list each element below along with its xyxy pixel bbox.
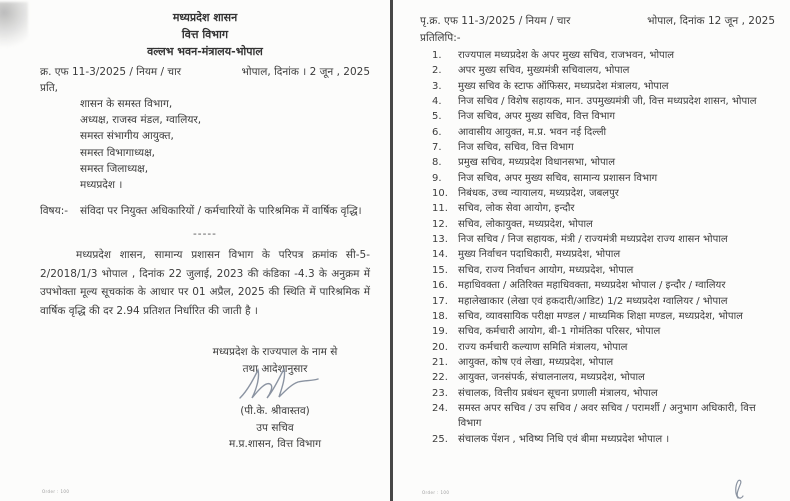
item-number: 17. [432,295,448,307]
copy-recipient-item [432,217,775,232]
item-number: 20. [432,341,448,353]
letterhead [40,9,370,60]
place-date: भोपाल, दिनांक । 2 जून , 2025 [241,66,370,78]
page-footer-code: Order : 100 [42,489,70,494]
item-number: 7. [432,142,442,154]
copy-recipient-item [432,432,775,447]
item-text: राज्य कर्मचारी कल्याण समिति मंत्रालय, भोपाल [458,341,628,353]
item-text: आवासीय आयुक्त, म.प्र. भवन नई दिल्ली [458,126,607,138]
item-text: महालेखाकार (लेखा एवं हकदारी/आडिट) 1/2 मध्यप्रदेश ग्वालियर / भोपाल [458,295,728,307]
item-text: समस्त अपर सचिव / उप सचिव / अवर सचिव / परामर्शी / अनुभाग अधिकारी, वित्त विभाग [458,402,756,430]
copy-recipient-item [432,201,775,216]
copy-recipient-item [432,48,775,63]
item-text: सचिव, व्यावसायिक परीक्षा मण्डल / माध्यमिक शिक्षा मण्डल, मध्यप्रदेश, भोपाल [458,310,743,322]
copy-recipient-list [420,48,775,447]
copy-recipient-item [432,94,775,109]
addressee-line: शासन के समस्त विभाग, [80,98,173,110]
item-number: 13. [432,234,448,246]
item-number: 25. [432,433,448,445]
copy-recipient-item [432,370,775,385]
signatory-name: (पी.के. श्रीवास्तव) [240,405,310,418]
copy-recipient-item [432,232,775,247]
item-text: सचिव, लोकायुक्त, मध्यप्रदेश, भोपाल [458,218,593,230]
department-name: वित्त विभाग [181,28,229,41]
page-footer-code: Order : 100 [422,490,450,495]
item-number: 5. [432,111,442,123]
copy-recipient-item [432,171,775,186]
item-text: अपर मुख्य सचिव, मुख्यमंत्री सचिवालय, भोपाल [458,65,630,77]
org-name: मध्यप्रदेश शासन [172,11,238,24]
copy-recipient-item [432,79,775,94]
copy-recipient-item [432,309,775,324]
item-text: निज सचिव / विशेष सहायक, मान. उपमुख्यमंत्री जी, वित्त मध्यप्रदेश शासन, भोपाल [458,96,757,108]
item-text: निज सचिव / निज सहायक, मंत्री / राज्यमंत्री मध्यप्रदेश राज्य शासन भोपाल [458,234,728,246]
copy-recipient-item [432,186,775,201]
signoff-line: मध्यप्रदेश के राज्यपाल के नाम से [212,346,338,359]
signatory-dept: म.प्र.शासन, वित्त विभाग [228,438,322,451]
copy-to-label: प्रतिलिपि:- [420,32,461,44]
item-number: 18. [432,310,448,322]
subject-text: संविदा पर नियुक्त अधिकारियों / कर्मचारियों के पारिश्रमिक में वार्षिक वृद्धि। [80,205,362,218]
copy-recipient-item [432,386,775,401]
item-text: आयुक्त, कोष एवं लेखा, मध्यप्रदेश, भोपाल [458,356,614,368]
item-number: 23. [432,387,448,399]
item-number: 16. [432,280,448,292]
letter-page [0,0,390,501]
copy-recipient-item [432,155,775,170]
item-text: निज सचिव, अपर मुख्य सचिव, वित्त विभाग [458,111,616,123]
item-number: 10. [432,188,448,200]
addressee-line: समस्त संभागीय आयुक्त, [80,130,174,143]
copy-recipient-item [432,109,775,124]
copy-recipient-item [432,401,775,432]
item-text: राज्यपाल मध्यप्रदेश के अपर मुख्य सचिव, राजभवन, भोपाल [458,50,675,61]
addressee-line: समस्त जिलाध्यक्ष, [80,162,149,175]
page-divider [390,0,393,501]
item-number: 15. [432,264,448,276]
signature-scribble-icon [234,364,320,406]
copy-recipient-item [432,263,775,278]
item-number: 14. [432,249,448,261]
item-text: संचालक पेंशन , भविष्य निधि एवं बीमा मध्यप्रदेश भोपाल । [458,433,670,445]
item-number: 9. [432,172,442,184]
item-number: 8. [432,157,442,169]
item-number: 11. [432,203,448,215]
item-number: 6. [432,126,442,138]
salutation: प्रति, [40,82,59,94]
copy-recipient-item [432,63,775,78]
item-number: 21. [432,356,448,368]
item-text: सचिव, कर्मचारी आयोग, बी-1 गोमंतिका परिसर, भोपाल [458,326,661,338]
copy-recipient-item [432,247,775,262]
signature-block [182,344,368,453]
reference-number: पृ.क्र. एफ 11-3/2025 / नियम / चार [420,15,571,27]
signatory-title: उप सचिव [256,421,294,434]
office-address: वल्लभ भवन-मंत्रालय-भोपाल [147,45,263,58]
item-text: मुख्य सचिव के स्टाफ ऑफिसर, मध्यप्रदेश मंत्रालय, भोपाल [458,80,669,92]
item-number: 2. [432,65,442,77]
addressee-line: मध्यप्रदेश । [80,179,123,192]
subject-label: विषय:- [40,205,69,218]
item-number: 22. [432,372,448,384]
item-text: निज सचिव, सचिव, वित्त विभाग [458,142,574,154]
item-number: 19. [432,326,448,338]
item-text: प्रमुख सचिव, मध्यप्रदेश विधानसभा, भोपाल [458,157,616,169]
addressee-line: अध्यक्ष, राजस्व मंडल, ग्वालियर, [80,114,202,127]
place-date: भोपाल, दिनांक 12 जून , 2025 [647,15,775,27]
copy-recipient-item [432,125,775,140]
body-paragraph: मध्यप्रदेश शासन, सामान्य प्रशासन विभाग के परिपत्र क्रमांक सी-5-2/2018/1/3 भोपाल , दिनांक 22 जुलाई, 2023 की कंडिका -4.3 के अनुक्रम में उपभोक्ता मूल्य सूचकांक के आधार पर 01 अप्रैल, 2025 की स्थिति में पारिश्रमिक में वार्षिक वृद्धि की दर 2.94 प्रतिशत निर्धारित की जाती है । [40,249,370,317]
addressee-line: समस्त विभागाध्यक्ष, [80,146,155,159]
copy-recipient-item [432,340,775,355]
signoff-line: तथा आदेशानुसार [242,362,308,375]
copy-list-page [394,0,790,501]
item-number: 4. [432,96,442,108]
item-text: आयुक्त, जनसंपर्क, संचालनालय, मध्यप्रदेश, भोपाल [458,372,645,384]
addressee-list [80,96,370,193]
copy-recipient-item [432,355,775,370]
copy-recipient-item [432,140,775,155]
item-number: 24. [432,402,448,414]
subject-row [40,203,370,220]
item-text: महाधिवक्ता / अतिरिक्त महाधिवक्ता, मध्यप्रदेश भोपाल / इन्दौर / ग्वालियर [458,280,726,292]
item-number: 12. [432,218,448,230]
item-text: सचिव, लोक सेवा आयोग, इन्दौर [458,203,575,215]
item-text: सचिव, राज्य निर्वाचन आयोग, मध्यप्रदेश, भोपाल [458,264,634,276]
separator-dashes: ----- [193,228,217,241]
item-text: संचालक, वित्तीय प्रबंधन सूचना प्रणाली मंत्रालय, भोपाल [458,387,658,399]
copy-recipient-item [432,324,775,339]
item-text: निज सचिव, अपर मुख्य सचिव, सामान्य प्रशासन विभाग [458,172,658,184]
reference-number: क्र. एफ 11-3/2025 / नियम / चार [40,66,182,78]
copy-recipient-item [432,294,775,309]
initial-mark-icon [730,478,746,500]
item-number: 3. [432,80,442,92]
item-number: 1. [432,50,442,61]
item-text: मुख्य निर्वाचन पदाधिकारी, मध्यप्रदेश, भोपाल [458,249,621,261]
item-text: निबंधक, उच्च न्यायालय, मध्यप्रदेश, जबलपुर [458,188,619,200]
copy-recipient-item [432,278,775,293]
